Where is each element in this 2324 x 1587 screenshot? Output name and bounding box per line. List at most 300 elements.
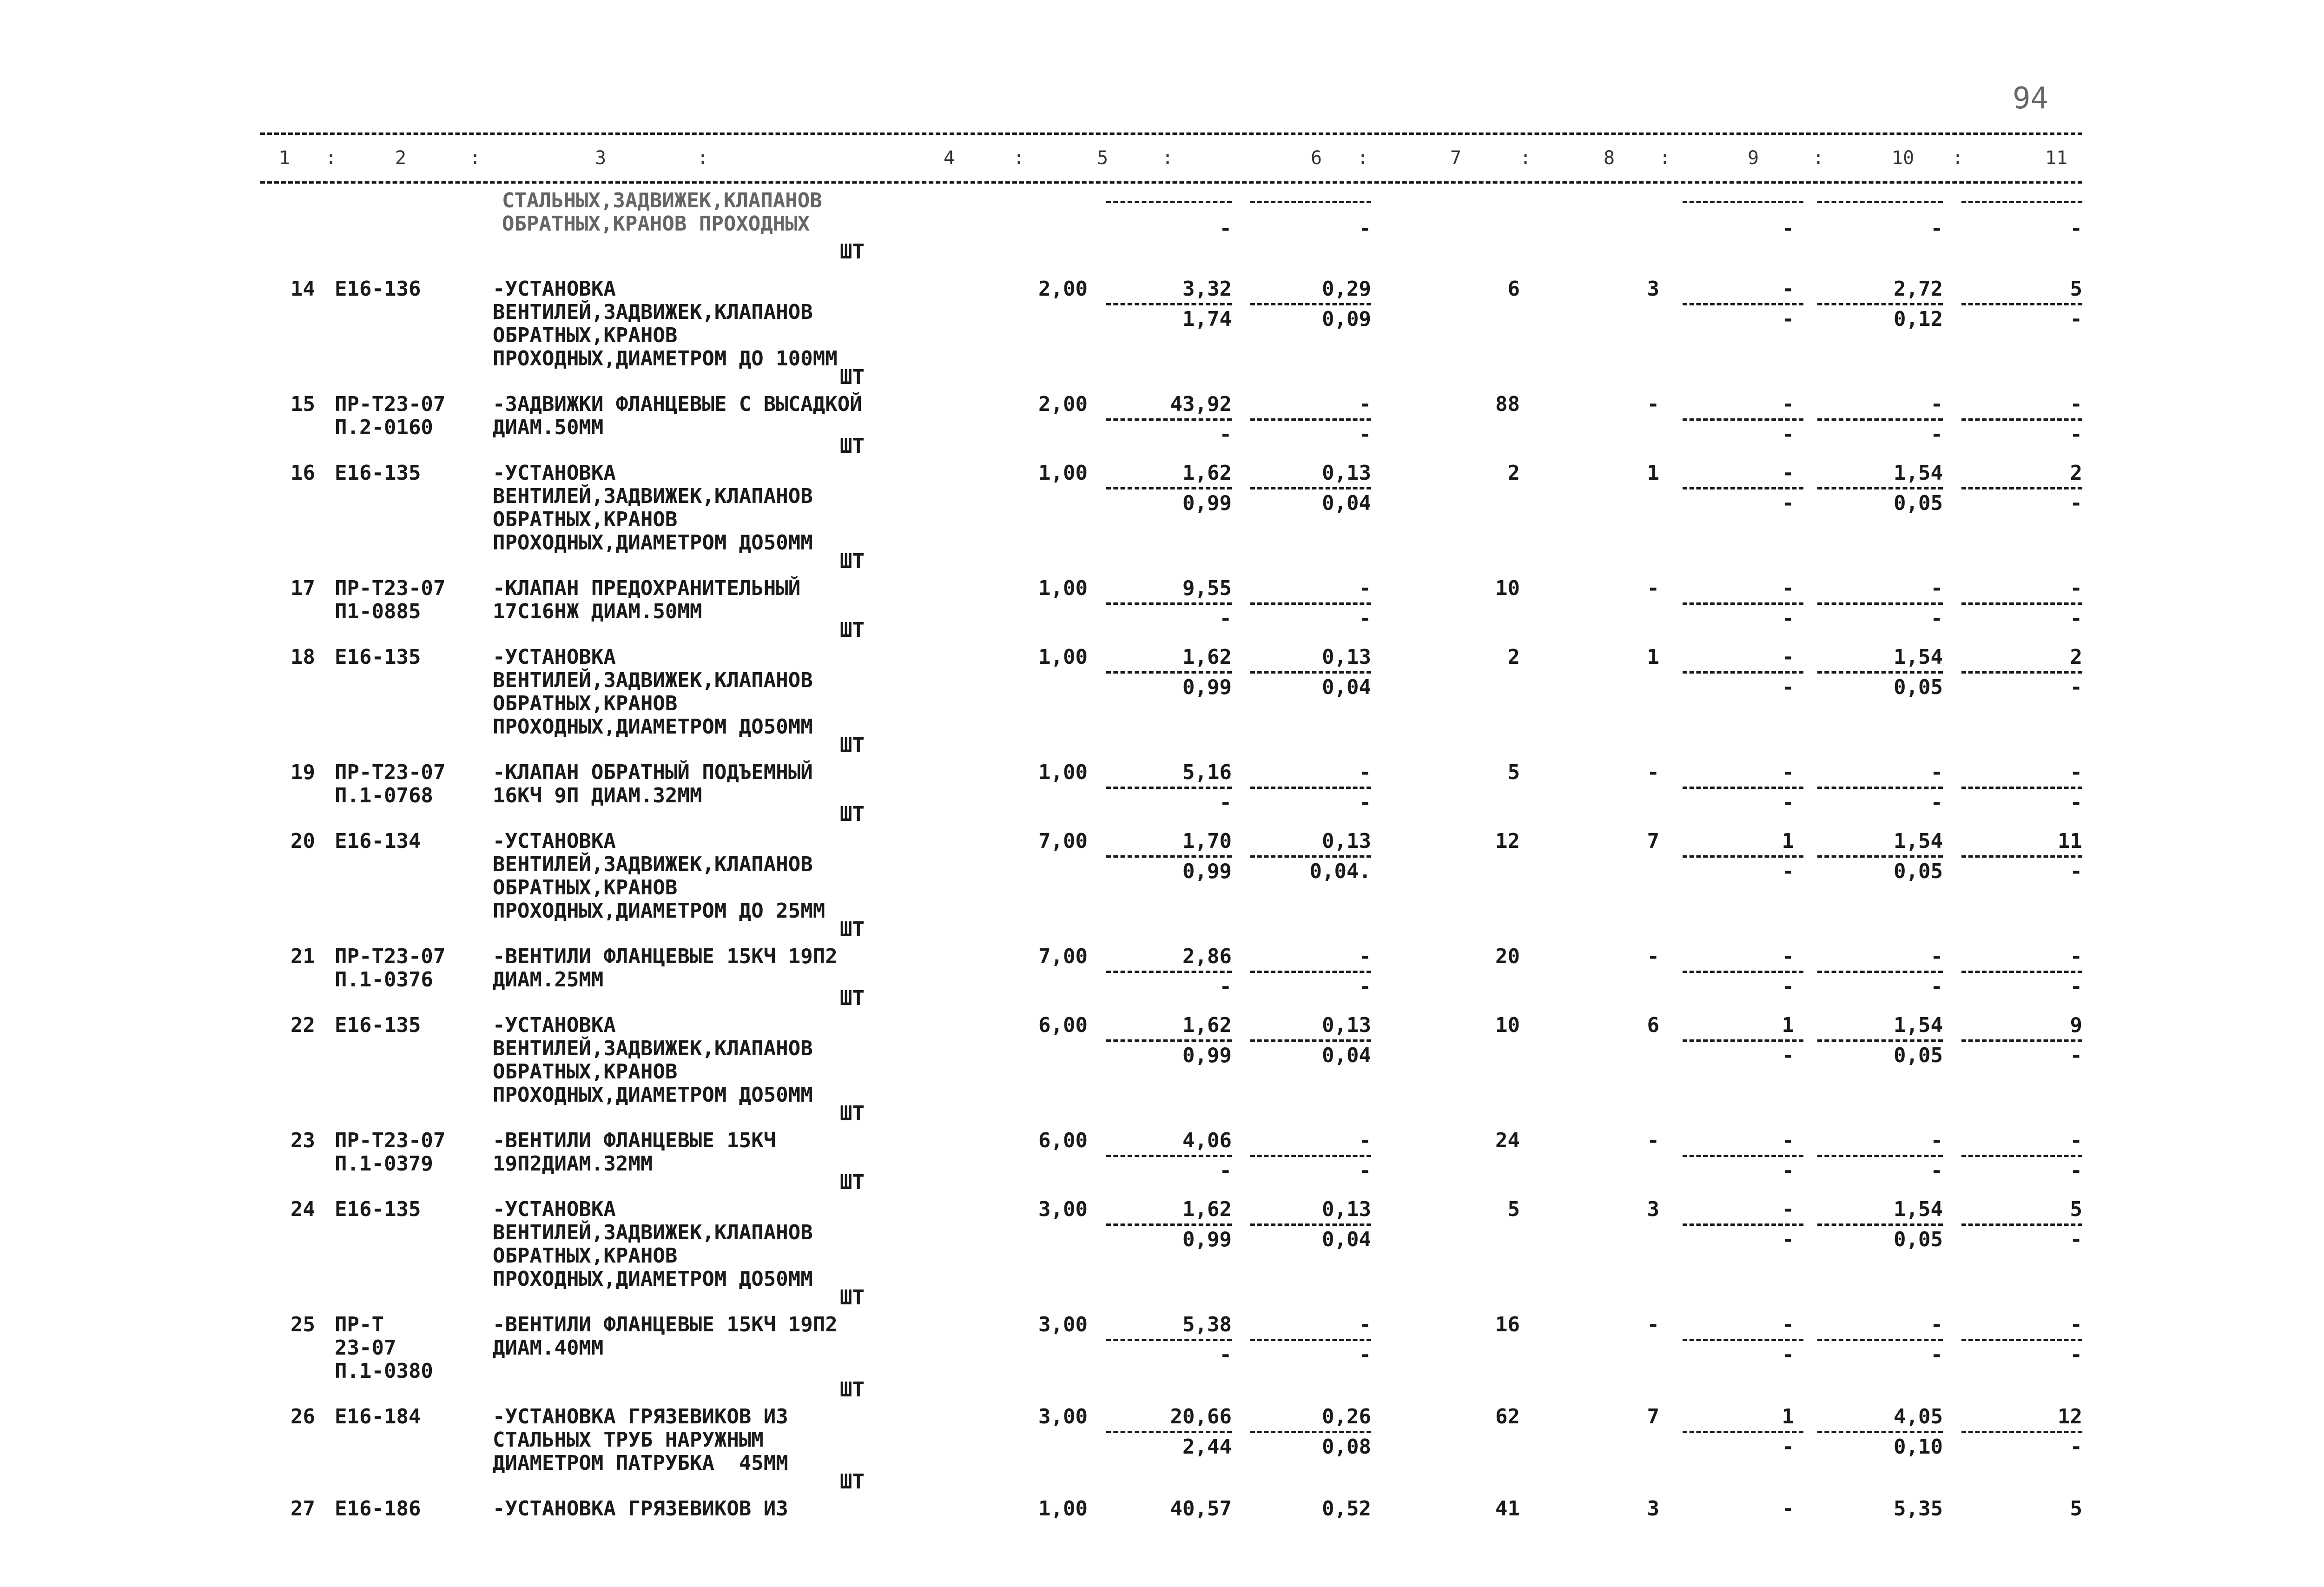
row-separator [1817,602,1943,605]
row-value-c9: - [1782,461,1794,485]
row-value-c10: 5,35 [1894,1497,1943,1521]
row-lower-c10: 0,05 [1894,675,1943,699]
row-value-c7: 2 [1507,461,1520,485]
row-value-qty: 7,00 [1038,829,1088,853]
row-description-line: ДИАМ.40ММ [493,1336,604,1360]
row-value-c7: 24 [1495,1129,1520,1152]
row-lower-c5: 0,99 [1182,675,1232,699]
row-lower-c5: 0,99 [1182,1044,1232,1067]
row-value-c10: 1,54 [1894,1013,1943,1037]
row-unit: ШТ [840,802,865,826]
fragment-separator [1106,201,1232,203]
row-lower-c5: 0,99 [1182,1228,1232,1251]
row-separator [1683,1155,1803,1157]
row-number: 16 [290,461,315,485]
row-separator [1683,1223,1803,1226]
fragment-unit: ШТ [840,240,865,264]
row-unit: ШТ [840,365,865,389]
row-description-line: ПРОХОДНЫХ,ДИАМЕТРОМ ДО50ММ [493,715,813,739]
row-value-qty: 2,00 [1038,392,1088,416]
row-description-line: ОБРАТНЫХ,КРАНОВ [493,1060,678,1084]
row-value-c11: 5 [2070,277,2082,301]
row-description-line: -УСТАНОВКА [493,461,616,485]
row-value-c8: - [1647,1129,1659,1152]
row-value-c5: 43,92 [1170,392,1232,416]
row-unit: ШТ [840,549,865,573]
row-code: Е16-135 [335,1013,421,1037]
row-description-line: ДИАМ.25ММ [493,968,604,992]
row-code: 23-07 [335,1336,396,1360]
row-value-c6: - [1359,392,1371,416]
row-unit: ШТ [840,918,865,941]
row-value-c11: - [2070,392,2082,416]
row-value-c8: 1 [1647,461,1659,485]
row-description-line: ВЕНТИЛЕЙ,ЗАДВИЖЕК,КЛАПАНОВ [493,853,813,876]
row-value-c8: - [1647,945,1659,968]
row-lower-c5: - [1219,1343,1232,1367]
row-separator [1683,1039,1803,1042]
row-unit: ШТ [840,986,865,1010]
row-description-line: -УСТАНОВКА ГРЯЗЕВИКОВ ИЗ [493,1405,788,1428]
fragment-separator [1683,201,1803,203]
row-lower-c11: - [2070,1435,2082,1459]
row-separator [1683,303,1803,305]
row-value-c11: 12 [2058,1405,2082,1428]
row-value-c11: 11 [2058,829,2082,853]
row-value-c8: 3 [1647,1197,1659,1221]
row-value-c7: 41 [1495,1497,1520,1521]
row-value-c11: - [2070,760,2082,784]
row-number: 24 [290,1197,315,1221]
row-value-c9: - [1782,1129,1794,1152]
row-lower-c11: - [2070,1044,2082,1067]
row-value-qty: 1,00 [1038,461,1088,485]
row-code: ПР-Т23-07 [335,1129,446,1152]
row-separator [1250,671,1371,674]
row-description-line: -КЛАПАН ОБРАТНЫЙ ПОДЪЕМНЫЙ [493,760,813,784]
row-lower-c10: 0,10 [1894,1435,1943,1459]
row-unit: ШТ [840,1102,865,1125]
row-description-line: ДИАМ.50ММ [493,416,604,439]
row-description-line: СТАЛЬНЫХ ТРУБ НАРУЖНЫМ [493,1428,764,1452]
fragment-lower-c5: - [1219,217,1232,240]
row-number: 20 [290,829,315,853]
row-unit: ШТ [840,618,865,642]
header-column-label: 11 [2045,147,2068,169]
row-value-c9: - [1782,1313,1794,1336]
row-description-line: -УСТАНОВКА [493,1013,616,1037]
row-description-line: ПРОХОДНЫХ,ДИАМЕТРОМ ДО 25ММ [493,899,825,923]
row-value-c11: 2 [2070,645,2082,669]
row-lower-c5: - [1219,791,1232,814]
row-value-c9: 1 [1782,1013,1794,1037]
row-separator [1817,1155,1943,1157]
row-separator [1250,855,1371,858]
row-description-line: -УСТАНОВКА [493,277,616,301]
row-value-c11: 9 [2070,1013,2082,1037]
row-number: 19 [290,760,315,784]
row-value-c5: 2,86 [1182,945,1232,968]
page-number: 94 [2013,81,2049,116]
row-value-c10: - [1930,392,1943,416]
row-lower-c10: 0,12 [1894,307,1943,331]
row-lower-c9: - [1782,1044,1794,1067]
header-column-label: 9 [1748,147,1759,169]
row-code: Е16-186 [335,1497,421,1521]
row-lower-c6: - [1359,1343,1371,1367]
row-lower-c11: - [2070,1228,2082,1251]
row-code: ПР-Т23-07 [335,760,446,784]
row-value-c9: - [1782,945,1794,968]
row-code: ПР-Т23-07 [335,392,446,416]
row-separator [1817,971,1943,973]
row-description-line: ОБРАТНЫХ,КРАНОВ [493,508,678,531]
header-column-label: : [1813,147,1824,169]
row-lower-c5: - [1219,423,1232,446]
row-value-c8: 7 [1647,1405,1659,1428]
row-value-c10: 1,54 [1894,829,1943,853]
row-lower-c6: 0,04 [1322,491,1371,515]
row-value-c6: - [1359,576,1371,600]
row-lower-c10: 0,05 [1894,860,1943,883]
row-value-c10: - [1930,1129,1943,1152]
row-description-line: ВЕНТИЛЕЙ,ЗАДВИЖЕК,КЛАПАНОВ [493,484,813,508]
row-lower-c9: - [1782,607,1794,630]
row-separator [1250,1431,1371,1433]
row-value-c11: - [2070,1313,2082,1336]
row-code: Е16-135 [335,1197,421,1221]
row-lower-c9: - [1782,1159,1794,1183]
row-separator [1817,418,1943,421]
row-separator [1817,487,1943,489]
row-code: П1-0885 [335,600,421,623]
row-value-c10: 4,05 [1894,1405,1943,1428]
row-number: 27 [290,1497,315,1521]
row-description-line: ОБРАТНЫХ,КРАНОВ [493,1244,678,1268]
row-code: Е16-184 [335,1405,421,1428]
row-code: П.1-0376 [335,968,433,992]
row-lower-c10: - [1930,1343,1943,1367]
row-value-c8: 7 [1647,829,1659,853]
row-separator [1683,418,1803,421]
row-value-qty: 3,00 [1038,1405,1088,1428]
row-separator [1683,487,1803,489]
row-lower-c6: 0,04 [1322,1044,1371,1067]
row-separator [1817,303,1943,305]
row-description-line: -КЛАПАН ПРЕДОХРАНИТЕЛЬНЫЙ [493,576,801,600]
row-separator [1106,303,1232,305]
row-separator [1817,855,1943,858]
row-code: П.2-0160 [335,416,433,439]
row-code: П.1-0379 [335,1152,433,1176]
row-lower-c5: - [1219,607,1232,630]
row-value-c7: 88 [1495,392,1520,416]
header-column-label: 5 [1097,147,1109,169]
row-lower-c11: - [2070,1159,2082,1183]
row-code: Е16-135 [335,461,421,485]
row-description-line: ВЕНТИЛЕЙ,ЗАДВИЖЕК,КЛАПАНОВ [493,1221,813,1244]
row-lower-c9: - [1782,975,1794,998]
header-column-label: 2 [395,147,407,169]
row-separator [1961,1431,2082,1433]
row-value-c10: - [1930,576,1943,600]
row-value-c8: 3 [1647,1497,1659,1521]
row-description-line: ПРОХОДНЫХ,ДИАМЕТРОМ ДО50ММ [493,531,813,555]
row-lower-c9: - [1782,491,1794,515]
row-value-c8: - [1647,392,1659,416]
row-lower-c11: - [2070,975,2082,998]
header-column-label: : [1357,147,1369,169]
row-value-c8: - [1647,1313,1659,1336]
row-value-c5: 40,57 [1170,1497,1232,1521]
row-lower-c10: - [1930,791,1943,814]
row-value-c11: 5 [2070,1197,2082,1221]
row-value-qty: 1,00 [1038,645,1088,669]
row-lower-c5: 1,74 [1182,307,1232,331]
row-lower-c11: - [2070,491,2082,515]
row-value-qty: 1,00 [1038,576,1088,600]
row-separator [1683,855,1803,858]
header-column-label: 10 [1892,147,1915,169]
row-lower-c9: - [1782,791,1794,814]
row-separator [1961,303,2082,305]
fragment-separator [1817,201,1943,203]
row-number: 25 [290,1313,315,1336]
header-column-label: 4 [944,147,955,169]
row-separator [1106,1431,1232,1433]
row-lower-c6: - [1359,791,1371,814]
row-value-c10: 1,54 [1894,1197,1943,1221]
row-description-line: -УСТАНОВКА [493,1197,616,1221]
row-code: Е16-134 [335,829,421,853]
row-value-c10: - [1930,760,1943,784]
row-value-qty: 6,00 [1038,1013,1088,1037]
header-column-label: : [1013,147,1025,169]
row-value-qty: 3,00 [1038,1197,1088,1221]
row-value-c7: 5 [1507,760,1520,784]
row-separator [1250,1339,1371,1341]
row-code: Е16-135 [335,645,421,669]
row-lower-c11: - [2070,675,2082,699]
row-value-c6: 0,52 [1322,1497,1371,1521]
row-value-c6: - [1359,945,1371,968]
row-separator [1683,1339,1803,1341]
row-separator [1250,1155,1371,1157]
row-lower-c9: - [1782,1435,1794,1459]
row-value-c9: - [1782,576,1794,600]
row-lower-c5: - [1219,975,1232,998]
row-value-c11: 2 [2070,461,2082,485]
row-separator [1106,671,1232,674]
row-code: ПР-Т [335,1313,384,1336]
row-value-c5: 3,32 [1182,277,1232,301]
row-lower-c9: - [1782,860,1794,883]
row-separator [1961,1339,2082,1341]
fragment-separator [1961,201,2082,203]
row-value-c7: 20 [1495,945,1520,968]
row-lower-c6: 0,09 [1322,307,1371,331]
row-separator [1250,1039,1371,1042]
row-lower-c10: 0,05 [1894,1228,1943,1251]
row-separator [1250,787,1371,789]
row-value-c5: 5,38 [1182,1313,1232,1336]
row-value-c9: - [1782,277,1794,301]
row-unit: ШТ [840,734,865,757]
row-description-line: -ВЕНТИЛИ ФЛАНЦЕВЫЕ 15КЧ 19П2 [493,945,838,968]
row-separator [1250,303,1371,305]
row-value-c11: - [2070,576,2082,600]
row-lower-c5: 2,44 [1182,1435,1232,1459]
row-separator [1683,671,1803,674]
row-lower-c11: - [2070,423,2082,446]
row-value-c6: 0,26 [1322,1405,1371,1428]
row-value-c6: - [1359,1129,1371,1152]
row-value-c5: 9,55 [1182,576,1232,600]
row-lower-c10: 0,05 [1894,1044,1943,1067]
row-value-c6: 0,13 [1322,461,1371,485]
header-column-label: : [325,147,337,169]
row-value-c10: - [1930,1313,1943,1336]
row-separator [1961,787,2082,789]
row-value-c10: 2,72 [1894,277,1943,301]
row-separator [1106,971,1232,973]
row-lower-c6: - [1359,975,1371,998]
row-lower-c6: 0,08 [1322,1435,1371,1459]
fragment-description-line: ОБРАТНЫХ,КРАНОВ ПРОХОДНЫХ [502,212,810,236]
header-column-label: 1 [279,147,290,169]
fragment-separator [1250,201,1371,203]
row-value-qty: 1,00 [1038,1497,1088,1521]
row-lower-c10: - [1930,423,1943,446]
row-value-c9: - [1782,760,1794,784]
row-separator [1961,1223,2082,1226]
row-value-c5: 1,62 [1182,645,1232,669]
row-value-c9: 1 [1782,1405,1794,1428]
row-number: 14 [290,277,315,301]
header-column-label: : [697,147,709,169]
fragment-lower-c6: - [1359,217,1371,240]
row-value-c7: 62 [1495,1405,1520,1428]
row-lower-c9: - [1782,1343,1794,1367]
row-unit: ШТ [840,1170,865,1194]
row-code: П.1-0380 [335,1359,433,1383]
row-description-line: 16КЧ 9П ДИАМ.32ММ [493,784,702,807]
row-value-c9: - [1782,1197,1794,1221]
fragment-description-line: СТАЛЬНЫХ,ЗАДВИЖЕК,КЛАПАНОВ [502,189,822,212]
header-column-label: : [1659,147,1671,169]
header-column-label: 3 [595,147,607,169]
row-description-line: -ВЕНТИЛИ ФЛАНЦЕВЫЕ 15КЧ 19П2 [493,1313,838,1336]
row-value-c8: - [1647,576,1659,600]
row-value-c5: 1,62 [1182,461,1232,485]
row-description-line: -УСТАНОВКА [493,829,616,853]
row-description-line: ДИАМЕТРОМ ПАТРУБКА 45ММ [493,1451,788,1475]
fragment-lower-c9: - [1782,217,1794,240]
row-lower-c5: 0,99 [1182,491,1232,515]
row-separator [1961,602,2082,605]
row-separator [1106,1039,1232,1042]
row-value-c5: 4,06 [1182,1129,1232,1152]
row-lower-c6: 0,04 [1322,1228,1371,1251]
row-value-c8: - [1647,760,1659,784]
row-value-c8: 6 [1647,1013,1659,1037]
row-value-c11: - [2070,1129,2082,1152]
header-column-label: 6 [1311,147,1322,169]
row-lower-c6: - [1359,607,1371,630]
row-value-c5: 5,16 [1182,760,1232,784]
row-code: П.1-0768 [335,784,433,807]
row-separator [1106,787,1232,789]
row-description-line: ПРОХОДНЫХ,ДИАМЕТРОМ ДО50ММ [493,1083,813,1107]
row-value-c10: - [1930,945,1943,968]
row-separator [1961,971,2082,973]
row-value-c5: 1,62 [1182,1013,1232,1037]
fragment-lower-c11: - [2070,217,2082,240]
row-separator [1250,602,1371,605]
row-description-line: ПРОХОДНЫХ,ДИАМЕТРОМ ДО 100ММ [493,347,838,370]
row-value-qty: 2,00 [1038,277,1088,301]
row-separator [1961,855,2082,858]
row-value-c9: - [1782,645,1794,669]
row-lower-c11: - [2070,607,2082,630]
row-separator [1817,1223,1943,1226]
row-separator [1683,602,1803,605]
row-value-c10: 1,54 [1894,461,1943,485]
row-value-c8: 3 [1647,277,1659,301]
row-separator [1683,1431,1803,1433]
row-value-c7: 6 [1507,277,1520,301]
row-value-c8: 1 [1647,645,1659,669]
row-separator [1817,1431,1943,1433]
row-value-c7: 12 [1495,829,1520,853]
row-separator [1961,671,2082,674]
row-separator [1817,1339,1943,1341]
row-value-c7: 16 [1495,1313,1520,1336]
row-lower-c5: 0,99 [1182,860,1232,883]
row-description-line: ПРОХОДНЫХ,ДИАМЕТРОМ ДО50ММ [493,1267,813,1291]
header-rule-bottom [260,181,2082,184]
row-value-c6: 0,13 [1322,1197,1371,1221]
row-code: ПР-Т23-07 [335,945,446,968]
row-lower-c6: 0,04 [1322,675,1371,699]
row-lower-c10: - [1930,975,1943,998]
row-description-line: ВЕНТИЛЕЙ,ЗАДВИЖЕК,КЛАПАНОВ [493,300,813,324]
row-separator [1817,787,1943,789]
row-value-qty: 3,00 [1038,1313,1088,1336]
row-value-c11: - [2070,945,2082,968]
row-value-c9: - [1782,1497,1794,1521]
row-value-c6: 0,29 [1322,277,1371,301]
row-number: 26 [290,1405,315,1428]
row-lower-c11: - [2070,307,2082,331]
row-lower-c6: - [1359,1159,1371,1183]
row-description-line: ВЕНТИЛЕЙ,ЗАДВИЖЕК,КЛАПАНОВ [493,668,813,692]
row-description-line: 19П2ДИАМ.32ММ [493,1152,653,1176]
row-value-c7: 10 [1495,1013,1520,1037]
row-value-c9: - [1782,392,1794,416]
row-value-c6: - [1359,1313,1371,1336]
row-lower-c10: - [1930,1159,1943,1183]
row-lower-c6: 0,04. [1309,860,1371,883]
row-unit: ШТ [840,434,865,458]
row-separator [1106,418,1232,421]
row-lower-c9: - [1782,423,1794,446]
row-lower-c9: - [1782,675,1794,699]
row-value-c6: - [1359,760,1371,784]
row-description-line: -УСТАНОВКА [493,645,616,669]
header-column-label: 7 [1450,147,1462,169]
row-description-line: ОБРАТНЫХ,КРАНОВ [493,692,678,715]
